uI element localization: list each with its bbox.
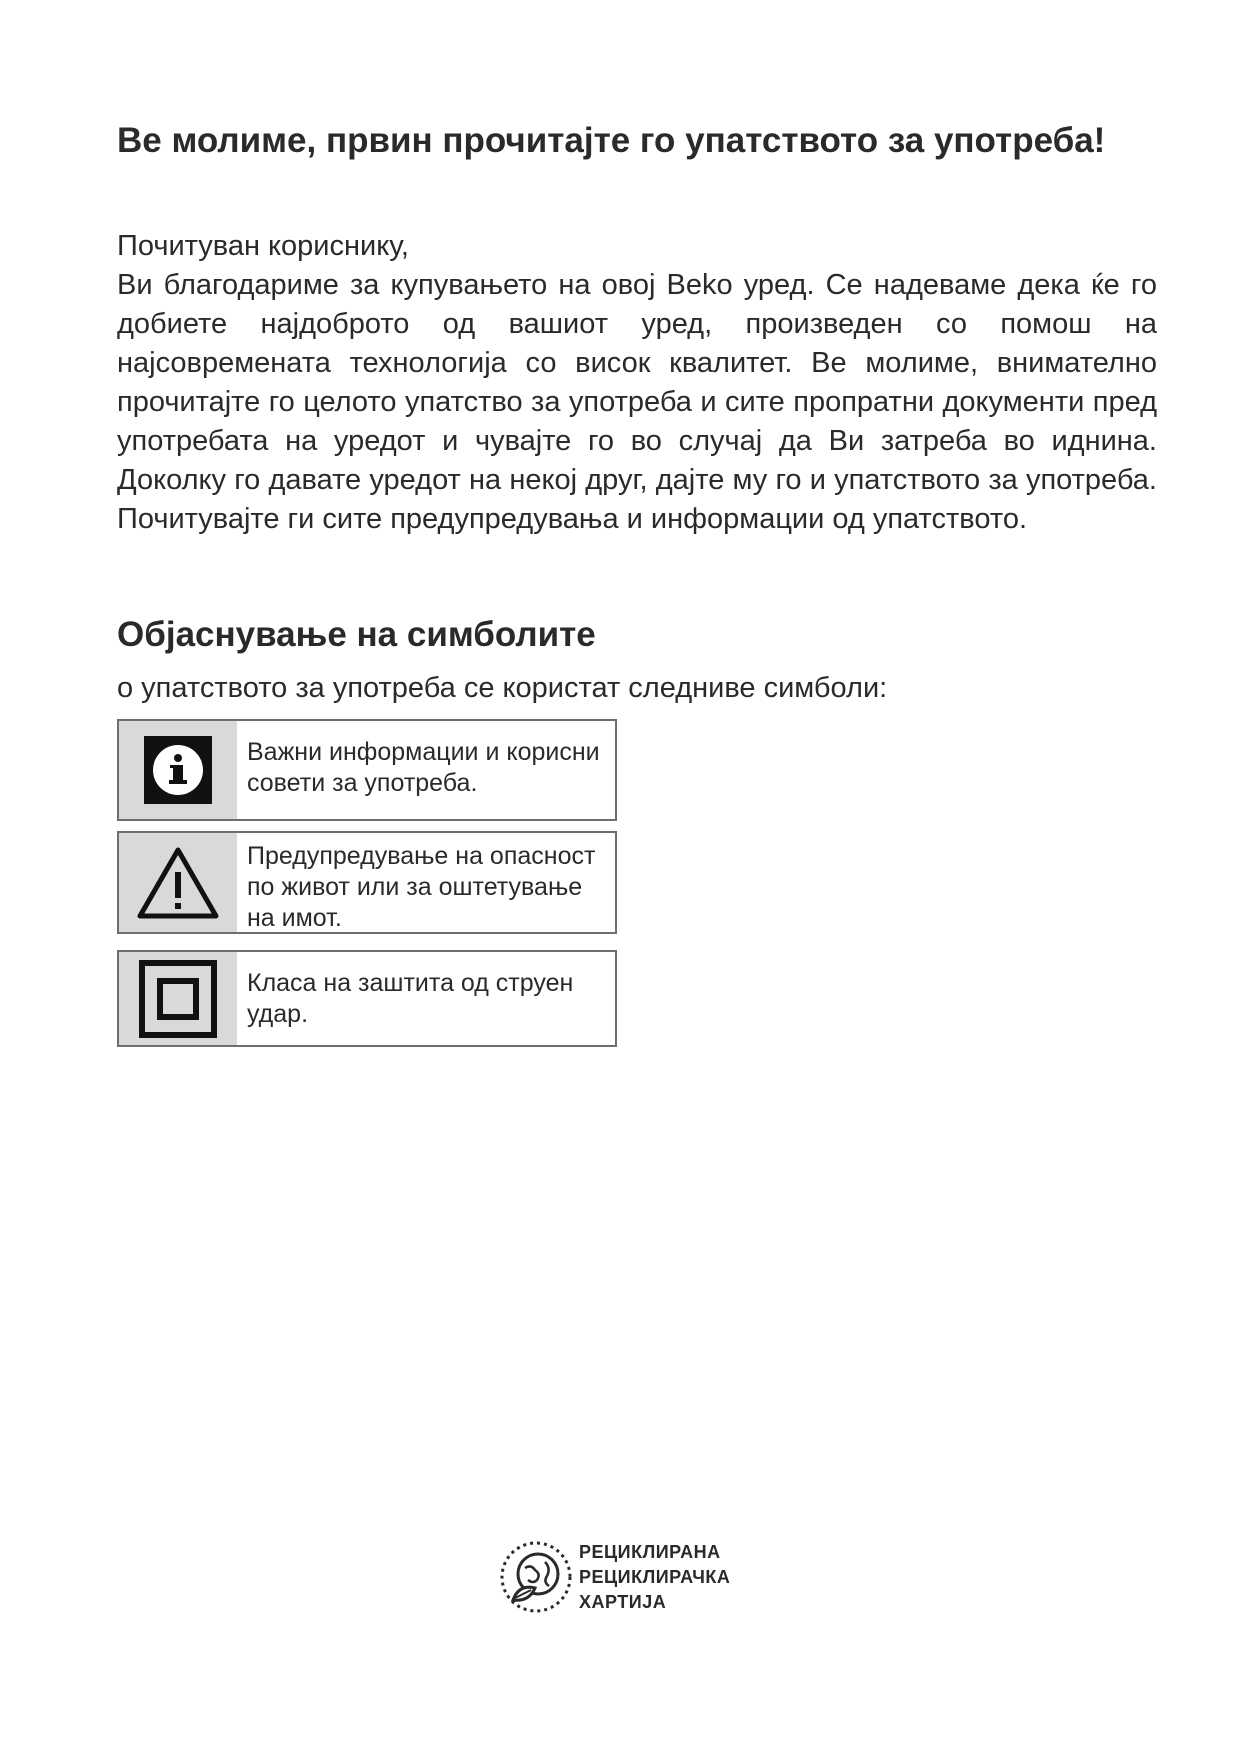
symbol-box-warning [117, 831, 617, 934]
page-title: Ве молиме, првин прочитајте го упатството за употреба! [117, 121, 1106, 160]
recycle-label-line: РЕЦИКЛИРАНА [579, 1541, 721, 1562]
recycled-paper-mark [497, 1538, 730, 1616]
symbol-box-info [117, 719, 617, 821]
info-icon [143, 735, 213, 805]
section-heading-symbols: Објаснување на симболите [117, 615, 596, 654]
intro-paragraph: Ви благодариме за купувањето на овој Beko уред. Се надеваме дека ќе го добиете најдоброто од вашиот уред, произведен со помош на најсовремената технологија со висок квалитет. Ве молиме, внимателно прочитајте го целото упатство за употреба и сите пропратни документи пред употребата на уредот и чувајте го во случај да Ви затреба во иднина. Доколку го давате уредот на некој друг, дајте му го и упатството за употреба. Почитувајте ги сите предупредувања и информации од упатството. [117, 269, 1157, 535]
double-insulation-icon [138, 959, 218, 1039]
recycle-label-line: ХАРТИЈА [579, 1591, 667, 1612]
icon-cell [119, 833, 237, 932]
symbol-description: Предупредување на опасност по живот или за оштетување на имот. [247, 842, 596, 932]
symbol-description: Класа на заштита од струен удар. [247, 969, 574, 1028]
section-intro: о упатството за употреба се користат следниве симболи: [117, 672, 888, 704]
recycled-paper-icon [497, 1538, 575, 1616]
icon-cell [119, 721, 237, 819]
recycle-label-line: РЕЦИКЛИРАЧКА [579, 1566, 731, 1587]
symbol-box-protection-class [117, 950, 617, 1047]
warning-triangle-icon [136, 845, 220, 921]
greeting: Почитуван кориснику, [117, 230, 409, 262]
icon-cell [119, 952, 237, 1045]
recycle-labels [579, 1540, 730, 1615]
symbol-description: Важни информации и корисни совети за употреба. [247, 738, 600, 797]
